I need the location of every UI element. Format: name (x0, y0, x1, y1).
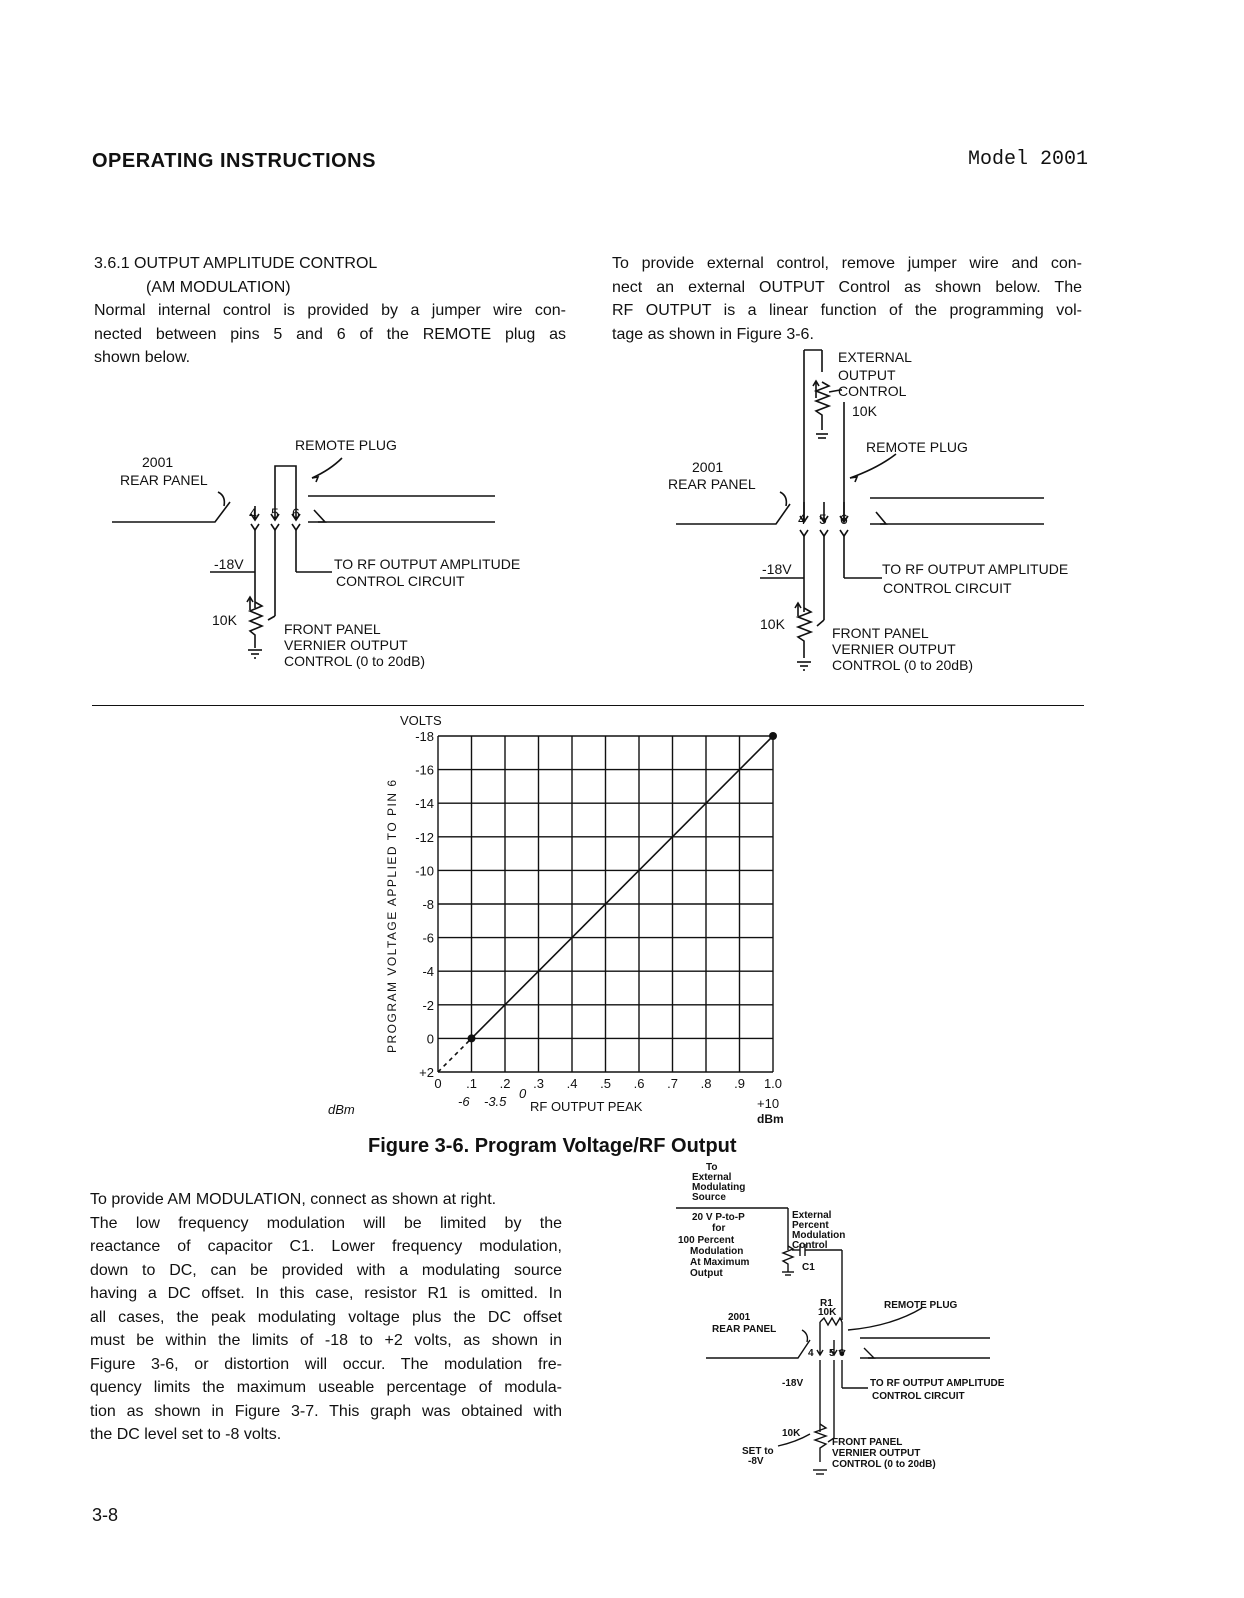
x-tick-label: 1.0 (763, 1076, 783, 1091)
y-tick-label: -2 (422, 997, 434, 1013)
chart-series (438, 732, 777, 1072)
rear-panel-label: REAR PANEL (712, 1324, 777, 1335)
handwritten-neg35: -3.5 (484, 1094, 507, 1109)
chart-units-label: VOLTS (400, 713, 442, 728)
x-tick-label: .1 (466, 1076, 477, 1091)
series-line (472, 736, 774, 1038)
set-to: SET to (742, 1446, 774, 1457)
handwritten-dbm: dBm (328, 1102, 355, 1117)
ext-mod-1: External (792, 1210, 832, 1221)
body-line: Figure 3-6, or distortion will occur. The modulation fre- (90, 1355, 562, 1373)
supply-label: -18V (762, 561, 792, 577)
body-line: The low frequency modulation will be limited by the (90, 1214, 562, 1232)
x-tick-label: .3 (533, 1076, 544, 1091)
chart-dbm-ref: +10 (757, 1096, 780, 1111)
pot-resistor (250, 602, 262, 648)
pin-4: 4 (808, 1348, 814, 1359)
jumper-wiring-diagram (100, 430, 560, 680)
pot-value: 10K (782, 1428, 801, 1439)
r1-label: R1 (820, 1298, 833, 1309)
ext-label-3: CONTROL (838, 383, 907, 399)
amp-4: Modulation (690, 1246, 744, 1257)
pin-5: 5 (829, 1348, 835, 1359)
pin-5: 5 (271, 505, 279, 521)
subheading: (AM MODULATION) (146, 278, 291, 296)
body-line: must be within the limits of -18 to +2 volts, as shown in (90, 1332, 562, 1349)
pot-value: 10K (760, 616, 785, 632)
y-tick-label: -18 (415, 729, 434, 744)
y-tick-label: -16 (415, 762, 434, 778)
front-panel-line2: VERNIER OUTPUT (832, 1448, 921, 1459)
section-title: OPERATING INSTRUCTIONS (92, 150, 376, 172)
to-source-4: Source (692, 1192, 726, 1203)
r1-value: 10K (818, 1307, 837, 1318)
body-line: Normal internal control is provided by a jumper wire con- (94, 302, 566, 319)
body-line: down to DC, can be provided with a modulating source (90, 1261, 562, 1279)
am-modulation-text (90, 1188, 562, 1447)
ext-label-2: OUTPUT (838, 367, 896, 383)
x-tick-label: 0 (434, 1076, 442, 1091)
body-line: shown below. (94, 349, 191, 366)
body-line: reactance of capacitor C1. Lower frequency modulation, (90, 1238, 562, 1255)
figure-caption: Figure 3-6. Program Voltage/RF Output (368, 1135, 737, 1157)
chart-y-axis-label: PROGRAM VOLTAGE APPLIED TO PIN 6 (385, 778, 399, 1053)
body-line: quency limits the maximum useable percentage of modula- (90, 1379, 562, 1396)
rear-panel-model: 2001 (142, 454, 174, 470)
to-source-3: Modulating (692, 1182, 746, 1193)
y-tick-label: -8 (422, 897, 434, 912)
body-line: tage as shown in Figure 3-6. (612, 325, 814, 343)
body-line: nected between pins 5 and 6 of the REMOTE plug as (94, 325, 566, 343)
heading: 3.6.1 OUTPUT AMPLITUDE CONTROL (94, 255, 378, 272)
am-modulation-diagram (672, 1160, 1052, 1480)
ext-mod-2: Percent (792, 1220, 829, 1231)
left-column-text (94, 252, 566, 370)
y-tick-label: -14 (415, 796, 434, 812)
jumper-wire (275, 466, 296, 494)
y-tick-label: -4 (422, 964, 434, 980)
front-panel-line1: FRONT PANEL (832, 1437, 903, 1448)
amp-3: 100 Percent (678, 1235, 735, 1246)
x-tick-label: .5 (600, 1076, 611, 1091)
front-panel-line3: CONTROL (0 to 20dB) (284, 653, 426, 669)
body-line: To provide external control, remove jumper wire and con- (612, 255, 1082, 272)
external-control-diagram (664, 342, 1104, 687)
body-line: tion as shown in Figure 3-7. This graph was obtained with (90, 1402, 562, 1420)
amp-1: 20 V P-to-P (692, 1212, 745, 1223)
chart-dbm-unit: dBm (757, 1112, 784, 1126)
to-rf-line1: TO RF OUTPUT AMPLITUDE (870, 1378, 1005, 1389)
pot-value: 10K (212, 612, 237, 628)
rear-panel-label: REAR PANEL (668, 476, 756, 492)
to-rf-line2: CONTROL CIRCUIT (883, 580, 1012, 596)
supply-label: -18V (782, 1378, 804, 1389)
pin-6: 6 (840, 511, 848, 527)
pin-6: 6 (839, 1348, 845, 1359)
body-line: RF OUTPUT is a linear function of the programming vol- (612, 302, 1082, 319)
y-tick-label: -6 (422, 930, 434, 946)
body-line: To provide AM MODULATION, connect as shown at right. (90, 1191, 497, 1208)
rear-panel-label: REAR PANEL (120, 472, 208, 488)
ext-mod-4: Control (792, 1240, 828, 1251)
amp-5: At Maximum (690, 1257, 750, 1268)
series-line (438, 1038, 472, 1072)
supply-label: -18V (214, 556, 244, 572)
ext-pot-value: 10K (852, 403, 877, 419)
to-rf-line2: CONTROL CIRCUIT (872, 1391, 965, 1402)
x-tick-label: .9 (734, 1076, 745, 1091)
front-panel-line2: VERNIER OUTPUT (284, 637, 408, 653)
to-rf-line1: TO RF OUTPUT AMPLITUDE (334, 556, 521, 572)
to-source-2: External (692, 1172, 732, 1183)
remote-plug-label: REMOTE PLUG (884, 1300, 958, 1311)
pin-5: 5 (819, 511, 827, 527)
rear-panel-model: 2001 (728, 1312, 751, 1323)
amp-2: for (712, 1223, 726, 1234)
remote-plug-label: REMOTE PLUG (295, 437, 397, 453)
y-tick-label: 0 (426, 1031, 434, 1047)
x-tick-label: .2 (499, 1076, 511, 1091)
handwritten-neg6: -6 (458, 1094, 470, 1109)
model-label: Model 2001 (968, 148, 1089, 171)
front-panel-line3: CONTROL (0 to 20dB) (832, 1459, 936, 1470)
pin-4: 4 (798, 511, 806, 527)
rear-panel-edge (112, 502, 230, 522)
chart-x-axis-label: RF OUTPUT PEAK (530, 1099, 643, 1114)
body-line: the DC level set to -8 volts. (90, 1426, 282, 1443)
to-rf-line1: TO RF OUTPUT AMPLITUDE (882, 561, 1069, 577)
section-divider (92, 705, 1084, 706)
chart-x-ticks (434, 1076, 782, 1091)
data-point (468, 1034, 476, 1042)
handwritten-zero: 0 (519, 1086, 527, 1101)
program-voltage-chart (320, 708, 800, 1128)
x-tick-label: .6 (633, 1076, 645, 1091)
x-tick-label: .7 (667, 1076, 678, 1091)
body-line: having a DC offset. In this case, resistor R1 is omitted. In (90, 1285, 562, 1302)
front-panel-line3: CONTROL (0 to 20dB) (832, 657, 974, 673)
y-tick-label: -12 (415, 829, 434, 845)
front-panel-line2: VERNIER OUTPUT (832, 641, 956, 657)
to-rf-line2: CONTROL CIRCUIT (336, 573, 465, 589)
pin-6: 6 (292, 505, 300, 521)
set-voltage: -8V (748, 1456, 764, 1467)
x-tick-label: .8 (700, 1076, 712, 1091)
ext-mod-3: Modulation (792, 1230, 846, 1241)
c1-label: C1 (802, 1262, 815, 1273)
y-tick-label: -10 (415, 863, 434, 879)
x-tick-label: .4 (566, 1076, 578, 1091)
remote-plug-label: REMOTE PLUG (866, 439, 968, 455)
right-column-text (612, 252, 1082, 346)
data-point (769, 732, 777, 740)
pin-4: 4 (249, 505, 257, 521)
page-number: 3-8 (92, 1505, 119, 1525)
body-line: all cases, the peak modulating voltage plus the DC offset (90, 1308, 562, 1326)
to-source-1: To (706, 1162, 718, 1173)
chart-y-ticks (415, 729, 434, 1080)
external-pot (816, 382, 829, 430)
front-panel-line1: FRONT PANEL (832, 625, 929, 641)
front-panel-line1: FRONT PANEL (284, 621, 381, 637)
rear-panel-model: 2001 (692, 459, 724, 475)
body-line: nect an external OUTPUT Control as shown below. The (612, 278, 1082, 296)
amp-6: Output (690, 1268, 723, 1279)
ext-label-1: EXTERNAL (838, 349, 912, 365)
y-tick-label: +2 (419, 1065, 434, 1080)
